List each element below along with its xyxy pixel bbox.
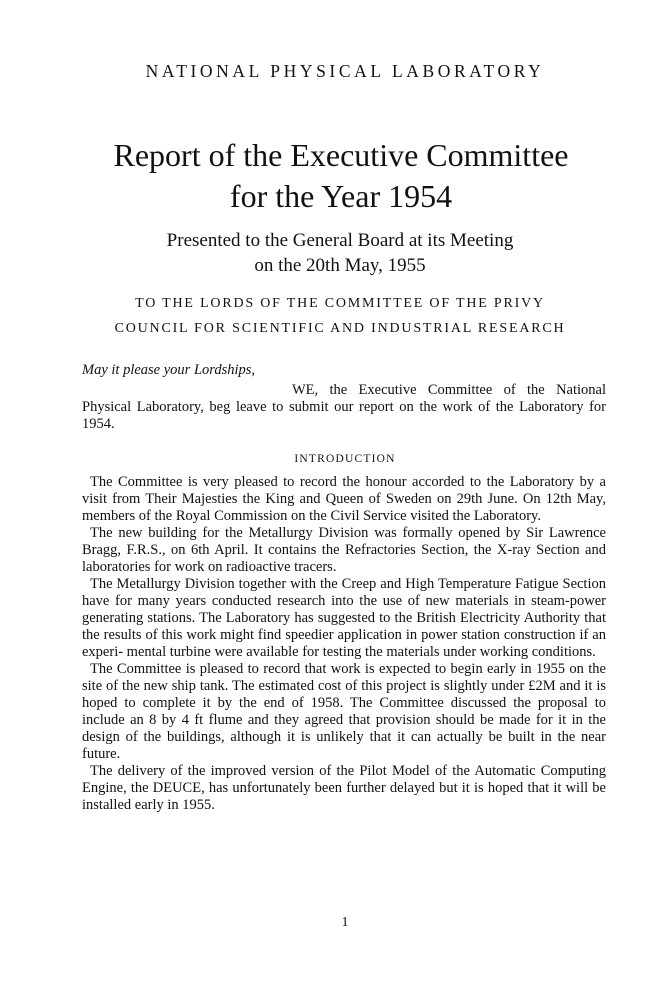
report-title-line-1: Report of the Executive Committee <box>113 137 569 173</box>
laboratory-name: NATIONAL PHYSICAL LABORATORY <box>145 61 545 81</box>
presentation-line-2: on the 20th May, 1955 <box>254 255 426 276</box>
introduction-paragraph: The Committee is very pleased to record the honour accorded to the Laboratory by a visit from Their Majesties the King and Queen of Sweden on 29th June. On 12th May, members of the Royal Commission on the Civil Service visited the Laboratory. <box>82 474 606 524</box>
presentation-line-1: Presented to the General Board at its Meeting <box>166 230 514 251</box>
introduction-paragraph: The new building for the Metallurgy Division was formally opened by Sir Lawrence Bragg, F.R.S., on 6th April. It contains the Refractories Section, the X-ray Section and laboratories for work on radioactive tracers. <box>82 525 606 575</box>
introduction-paragraph: The Metallurgy Division together with the Creep and High Temperature Fatigue Section have for many years conducted research into the use of new materials in steam-power generating stations. The Laboratory has suggested to the British Electricity Authority that the results of this work might find speedier application in power station construction if an experi- mental turbine were available for testing the materials under working conditions. <box>82 576 606 660</box>
presentation-note <box>0 228 650 278</box>
opening-section <box>82 382 606 433</box>
introduction-heading: INTRODUCTION <box>294 453 396 465</box>
salutation: May it please your Lordships, <box>82 362 256 378</box>
introduction-body <box>82 474 606 814</box>
page-number: 1 <box>341 915 349 930</box>
address-block <box>0 291 650 341</box>
report-title-line-2: for the Year 1954 <box>229 178 453 214</box>
report-title <box>0 135 650 217</box>
introduction-paragraph: The delivery of the improved version of the Pilot Model of the Automatic Computing Engine, the DEUCE, has unfortunately been further delayed but it is hoped that it will be installed early in 1955. <box>82 763 606 813</box>
introduction-paragraph: The Committee is pleased to record that work is expected to begin early in 1955 on the site of the new ship tank. The estimated cost of this project is slightly under £2M and it is hoped to complete it by the end of 1958. The Committee discussed the proposal to include an 8 by 4 ft flume and they agreed that provision should be made for it in the design of the buildings, although it is unlikely that it can actually be built in the near future. <box>82 661 606 762</box>
opening-paragraph: WE, the Executive Committee of the National Physical Laboratory, beg leave to submit our report on the work of the Laboratory for 1954. <box>82 382 606 432</box>
address-line-2: COUNCIL FOR SCIENTIFIC AND INDUSTRIAL RESEARCH <box>114 321 566 336</box>
address-line-1: TO THE LORDS OF THE COMMITTEE OF THE PRIVY <box>135 296 545 311</box>
